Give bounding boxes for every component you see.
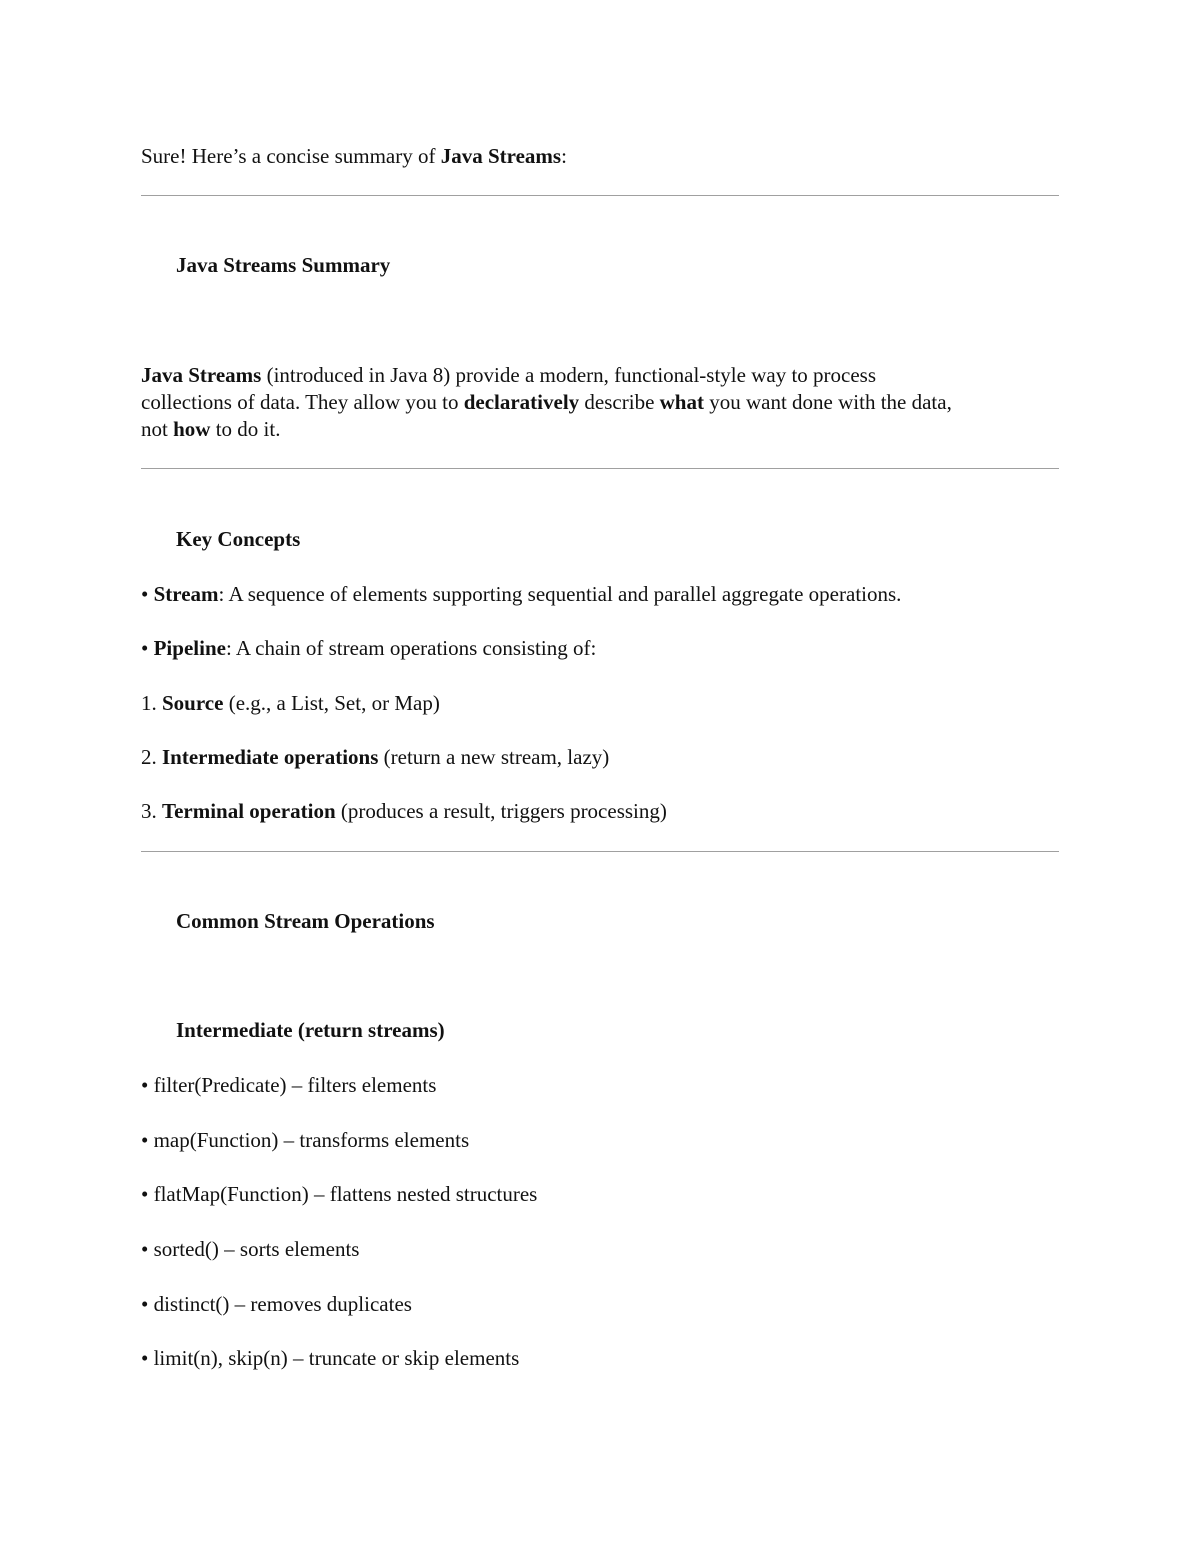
list-item: • limit(n), skip(n) – truncate or skip elements [141,1346,520,1370]
list-item-step: 3. Terminal operation (produces a result, triggers processing) [141,799,667,823]
list-item: • distinct() – removes duplicates [141,1292,412,1316]
intermediate-heading: Intermediate (return streams) [176,1018,445,1042]
horizontal-rule [141,851,1059,852]
horizontal-rule [141,468,1059,469]
key-concepts-heading: Key Concepts [176,527,301,551]
paragraph-line-3: not how to do it. [141,417,281,441]
list-item: • map(Function) – transforms elements [141,1128,470,1152]
document-title: Java Streams Summary [176,253,391,277]
paragraph-line-2: collections of data. They allow you to declaratively describe what you want done with the data, [141,390,952,414]
paragraph-line-1: Java Streams (introduced in Java 8) provide a modern, functional-style way to process [141,363,877,387]
list-item: • filter(Predicate) – filters elements [141,1073,437,1097]
list-item-stream: • Stream: A sequence of elements supporting sequential and parallel aggregate operations. [141,582,902,606]
list-item-step: 1. Source (e.g., a List, Set, or Map) [141,691,440,715]
horizontal-rule [141,195,1059,196]
list-item-pipeline: • Pipeline: A chain of stream operations consisting of: [141,636,597,660]
list-item-step: 2. Intermediate operations (return a new stream, lazy) [141,745,610,769]
list-item: • flatMap(Function) – flattens nested structures [141,1182,538,1206]
intro-line: Sure! Here’s a concise summary of Java Streams: [141,144,567,168]
common-operations-heading: Common Stream Operations [176,909,435,933]
list-item: • sorted() – sorts elements [141,1237,360,1261]
